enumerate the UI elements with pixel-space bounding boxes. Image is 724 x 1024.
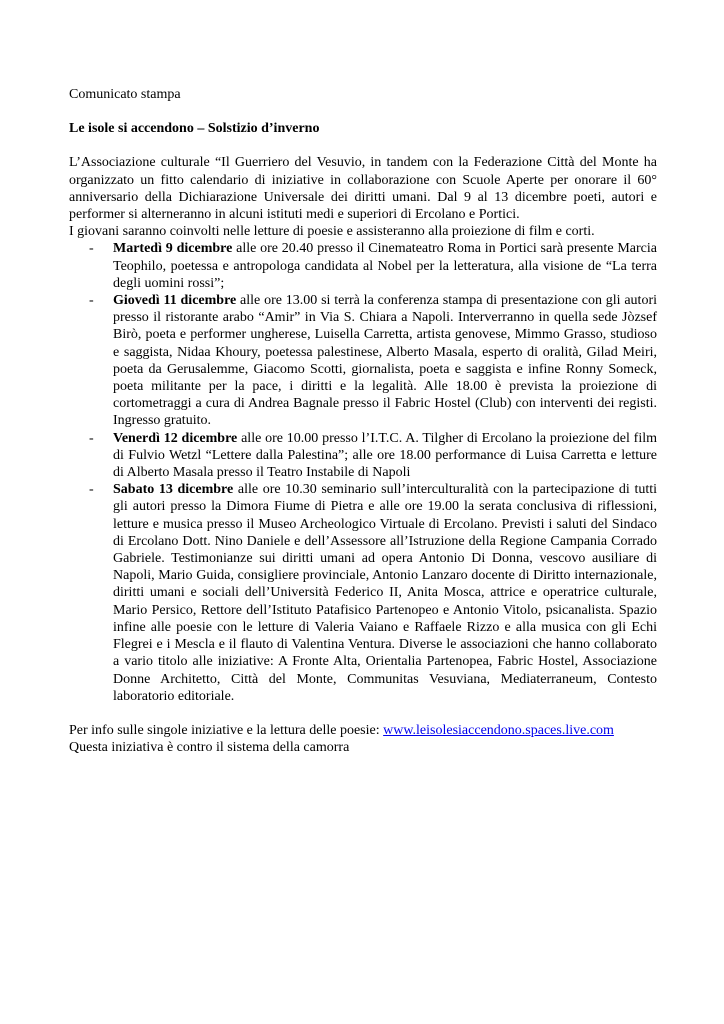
closing-line: Questa iniziativa è contro il sistema della camorra <box>69 740 350 756</box>
document-label: Comunicato stampa <box>69 87 181 102</box>
info-line <box>69 722 657 739</box>
event-text: alle ore 10.30 seminario sull’interculturalità con la partecipazione di tutti gli autori presso la Dimora Fiume di Pietra e alle ore 19.00 la serata conclusiva di riflessioni, letture e musica presso il Museo Archeologico Virtuale di Ercolano. Previsti i saluti del Sindaco di Ercolano Dott. Nino Daniele e dell’Assessore all’Istruzione della Regione Campania Corrado Gabriele. Testimonianze sui diritti umani ad opera Antonio Di Donna, vescovo ausiliare di Napoli, Mario Guida, consigliere provinciale, Antonio Lanzaro docente di Diritto internazionale, diritti umani e sociali dell’Università Federico II, Anita Mosca, attrice e operatrice culturale, Mario Persico, Rettore dell’Istituto Patafisico Partenopeo e Antonio Vitolo, psicanalista. Spazio infine alle poesie con le letture di Valeria Vaiano e Raffaele Rizzo e alla musica con gli Echi Flegrei e i Mescla e il flauto di Valentina Ventura. Diverse le associazioni che hanno collaborato a vario titolo alle iniziative: A Fronte Alta, Orientalia Partenopea, Fabric Hostel, Associazione Donne Architetto, Città del Monte, Communitas Vesuviana, Mediaterraneum, Contesto laboratorio editoriale. <box>113 482 658 704</box>
event-item-giovedi <box>69 292 657 430</box>
list-bullet: - <box>89 430 94 446</box>
event-day: Giovedì 11 dicembre <box>113 293 237 309</box>
event-item-venerdi <box>69 430 657 482</box>
event-day: Venerdì 12 dicembre <box>113 430 238 446</box>
intro-paragraph: L’Associazione culturale “Il Guerriero del Vesuvio, in tandem con la Federazione Città del Monte ha organizzato un fitto calendario di iniziative in collaborazione con Scuole Aperte per onorare il 60° anniversario della Dichiarazione Universale dei diritti umani. Dal 9 al 13 dicembre poeti, autori e performer si alterneranno in alcuni istituti medi e superiori di Ercolano e Portici. <box>69 155 657 223</box>
list-bullet: - <box>89 293 94 309</box>
document-title: Le isole si accendono – Solstizio d’inverno <box>69 121 320 137</box>
event-text: alle ore 10.00 presso l’I.T.C. A. Tilgher di Ercolano la proiezione del film di Fulvio Wetzl “Lettere dalla Palestina”; alle ore 18.00 performance di Luisa Carretta e letture di Alberto Masala presso il Teatro Instabile di Napoli <box>113 430 658 481</box>
event-list <box>69 240 657 704</box>
event-item-sabato <box>69 481 657 705</box>
info-link[interactable]: www.leisolesiaccendono.spaces.live.com <box>383 722 614 738</box>
list-bullet: - <box>89 241 94 257</box>
document-page <box>69 86 657 756</box>
intro-paragraph-2: I giovani saranno coinvolti nelle letture di poesie e assisteranno alla proiezione di film e corti. <box>69 224 595 240</box>
info-prefix: Per info sulle singole iniziative e la lettura delle poesie: <box>69 722 384 738</box>
event-day: Sabato 13 dicembre <box>113 482 234 498</box>
list-bullet: - <box>89 482 94 498</box>
event-day: Martedì 9 dicembre <box>113 241 233 257</box>
event-text: alle ore 13.00 si terrà la conferenza stampa di presentazione con gli autori presso il ristorante arabo “Amir” in Via S. Chiara a Napoli. Interverranno in quella sede Jòzsef Birò, poeta e performer ungherese, Luisella Carretta, artista genovese, Mimmo Grasso, studioso e saggista, Nidaa Khoury, poetessa palestinese, Alberto Masala, esperto di oralità, Gilad Meiri, poeta da Gerusalemme, Giacomo Scotti, giornalista, poeta e saggista e infine Ronny Someck, poeta militante per la pace, i diritti e la legalità. Alle 18.00 è prevista la proiezione di cortometraggi a cura di Andrea Bagnale presso il Fabric Hostel (Club) con interventi dei registi. Ingresso gratuito. <box>113 293 657 429</box>
event-text: alle ore 20.40 presso il Cinemateatro Roma in Portici sarà presente Marcia Teophilo, poetessa e antropologa candidata al Nobel per la letteratura, alla visione de “La terra degli uomini rossi”; <box>113 241 657 291</box>
event-item-martedi <box>69 240 657 292</box>
